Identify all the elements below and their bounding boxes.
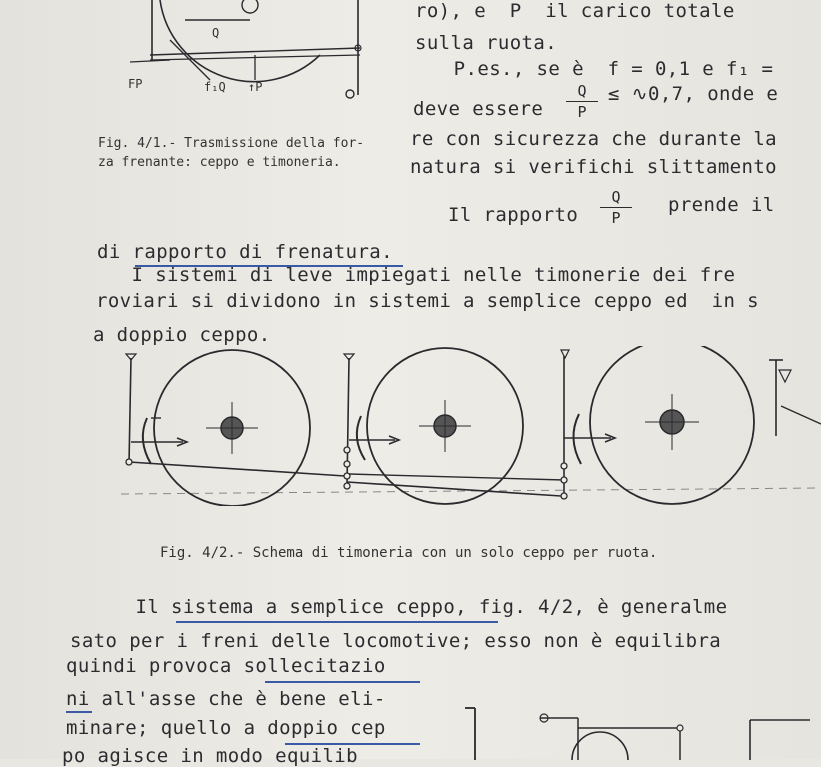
- right-line-1: ro), e P il carico totale: [415, 0, 735, 22]
- right-line-5: re con sicurezza che durante la: [410, 128, 778, 150]
- figure-partial-lower-right: [450, 690, 810, 760]
- right-line-4a: deve essere: [413, 98, 544, 120]
- lower-line-5: minare; quello a doppio cep: [66, 717, 386, 739]
- right-line-2: sulla ruota.: [415, 32, 558, 54]
- body-line-3: roviari si dividono in sistemi a semplice ceppo ed in s: [96, 290, 759, 312]
- fraction-2: [596, 188, 636, 227]
- lower-line-3: quindi provoca sollecitazio: [66, 655, 386, 677]
- fraction-2-den: P: [611, 209, 621, 227]
- fraction-1-num: Q: [577, 82, 587, 100]
- lower-line-6: po agisce in modo equilib: [62, 745, 358, 767]
- fraction-2-num: Q: [611, 188, 621, 206]
- lower-line-1: Il sistema a semplice ceppo, fig. 4/2, è generalme: [100, 596, 728, 618]
- figure-4-2: [121, 346, 821, 506]
- fig1-label-f1q: f₁Q: [204, 80, 226, 94]
- fraction-1-den: P: [577, 103, 587, 121]
- fig1-caption-line2: za frenante: ceppo e timoneria.: [98, 155, 341, 170]
- body-line-4: a doppio ceppo.: [93, 324, 271, 346]
- body-line-2: I sistemi di leve impiegati nelle timonerie dei fre: [96, 264, 736, 286]
- lower-line-4: ni all'asse che è bene eli-: [66, 688, 386, 710]
- right-line-3: P.es., se è f = 0,1 e f₁ =: [430, 58, 774, 80]
- underline-sollecitazio: [265, 681, 420, 683]
- right-line-4b: ≤ ∿0,7, onde e: [608, 83, 779, 105]
- wheel-arc: [160, 0, 320, 82]
- fig1-label-q: Q: [212, 26, 220, 40]
- right-line-7a: Il rapporto: [448, 204, 579, 226]
- right-line-6: natura si verifichi slittamento: [410, 156, 778, 178]
- fig1-caption-line1: Fig. 4/1.- Trasmissione della for-: [98, 136, 365, 151]
- fig1-label-p: ↑P: [248, 80, 263, 94]
- fig1-label-fp: FP: [128, 77, 143, 91]
- fraction-1: [562, 82, 602, 121]
- lower-line-2: sato per i freni delle locomotive; esso non è equilibra: [70, 630, 722, 652]
- fig2-caption: Fig. 4/2.- Schema di timoneria con un solo ceppo per ruota.: [160, 545, 658, 561]
- underline-ni: [66, 711, 92, 713]
- right-line-7b: prende il: [668, 194, 775, 216]
- body-line-1: di rapporto di frenatura.: [97, 241, 393, 263]
- underline-sistema: [176, 621, 498, 623]
